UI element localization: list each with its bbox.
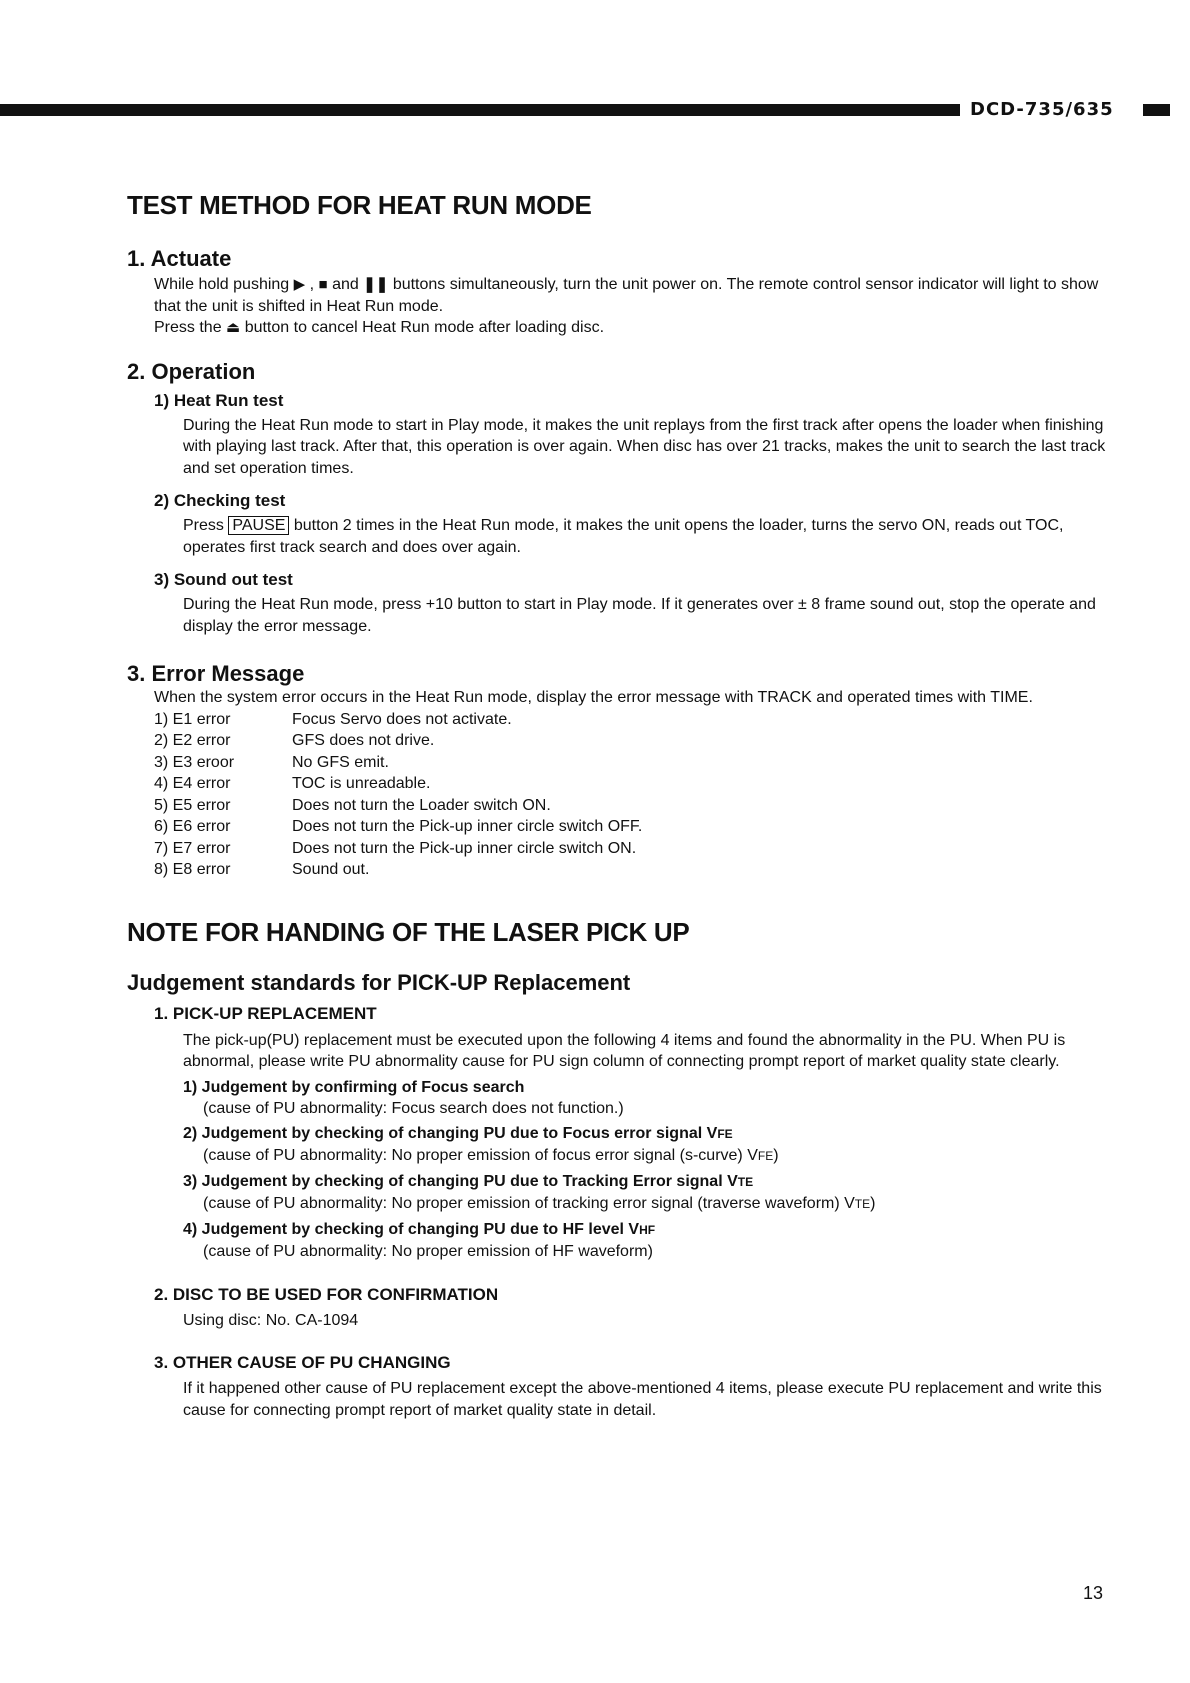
header-rule-end [1143,104,1170,116]
judgement-heading: 3) Judgement by checking of changing PU due to Tracking Error signal VTE [183,1172,754,1190]
pickup-replacement-text: The pick-up(PU) replacement must be executed upon the following 4 items and found the abnormality in the PU. When PU is abnormal, please write PU abnormality cause for PU sign column of connecting prompt report of market quality state clearly. [183,1031,1066,1070]
heat-run-test-heading: 1) Heat Run test [154,390,284,410]
error-row: 1) E1 error Focus Servo does not activate. [154,710,512,728]
error-row: 3) E3 eroor No GFS emit. [154,753,389,771]
eject-icon: ⏏ [226,319,241,336]
error-message-heading: 3. Error Message [127,661,305,686]
header-rule [0,104,960,116]
judgement-cause: (cause of PU abnormality: No proper emission of focus error signal (s-curve) VFE) [203,1147,779,1164]
sound-out-test-text: During the Heat Run mode, press +10 button to start in Play mode. If it generates over ± 8 frame sound out, stop the operate and display the error message. [183,596,1096,635]
judgement-heading: 2) Judgement by checking of changing PU due to Focus error signal VFE [183,1124,733,1142]
pause-key-label: PAUSE [228,516,289,535]
error-row: 6) E6 error Does not turn the Pick-up inner circle switch OFF. [154,818,643,835]
judgement-standards-heading: Judgement standards for PICK-UP Replacement [127,969,631,995]
judgement-cause: (cause of PU abnormality: No proper emission of HF waveform) [203,1243,653,1260]
disc-confirmation-heading: 2. DISC TO BE USED FOR CONFIRMATION [154,1284,499,1304]
actuate-heading: 1. Actuate [127,246,232,271]
heat-run-title: TEST METHOD FOR HEAT RUN MODE [127,190,592,220]
error-row: 5) E5 error Does not turn the Loader switch ON. [154,796,551,814]
sound-out-test-heading: 3) Sound out test [154,570,293,589]
error-message-body [154,687,1107,881]
other-cause-heading: 3. OTHER CAUSE OF PU CHANGING [154,1353,451,1372]
pickup-replacement-heading: 1. PICK-UP REPLACEMENT [154,1003,377,1023]
actuate-line1: While hold pushing ▶ , ■ and ❚❚ buttons simultaneously, turn the unit power on. The remote control sensor indicator will light to show that the unit is shifted in Heat Run mode. [154,276,1099,315]
judgement-cause: (cause of PU abnormality: Focus search does not function.) [203,1100,624,1117]
error-intro: When the system error occurs in the Heat Run mode, display the error message with TRACK and operated times with TIME. [154,689,1033,706]
judgement-heading: 4) Judgement by checking of changing PU due to HF level VHF [183,1220,656,1238]
error-row: 2) E2 error GFS does not drive. [154,732,435,749]
laser-pickup-title: NOTE FOR HANDING OF THE LASER PICK UP [127,916,690,947]
heat-run-test-text: During the Heat Run mode to start in Play mode, it makes the unit replays from the first track after opens the loader when finishing with playing last track. After that, this operation is over again. When disc has over 21 tracks, makes the unit to search the last track and set operation times. [183,416,1106,477]
disc-confirmation-text: Using disc: No. CA-1094 [183,1311,359,1329]
judgement-cause: (cause of PU abnormality: No proper emission of tracking error signal (traverse waveform) VTE) [203,1195,876,1212]
checking-test-heading: 2) Checking test [154,491,286,510]
error-row: 8) E8 error Sound out. [154,861,370,878]
error-row: 4) E4 error TOC is unreadable. [154,775,431,792]
pause-icon: ❚❚ [363,276,389,293]
judgement-heading: 1) Judgement by confirming of Focus search [183,1078,525,1096]
model-title: DCD-735/635 [970,99,1114,120]
page-content [127,190,1107,1421]
checking-test-text: Press PAUSE button 2 times in the Heat Run mode, it makes the unit opens the loader, turns the servo ON, reads out TOC, operates first track search and does over again. [183,517,1064,556]
page-number: 13 [1083,1583,1104,1603]
stop-icon: ■ [318,276,328,293]
other-cause-text: If it happened other cause of PU replacement except the above-mentioned 4 items, please execute PU replacement and write this cause for connecting prompt report of market quality state in detail. [183,1380,1102,1419]
play-icon: ▶ [293,276,306,293]
operation-heading: 2. Operation [127,358,256,384]
judgement-list [183,1077,1107,1263]
error-row: 7) E7 error Does not turn the Pick-up inner circle switch ON. [154,839,637,857]
actuate-body [154,274,1107,339]
actuate-line2: Press the ⏏ button to cancel Heat Run mode after loading disc. [154,317,1107,339]
